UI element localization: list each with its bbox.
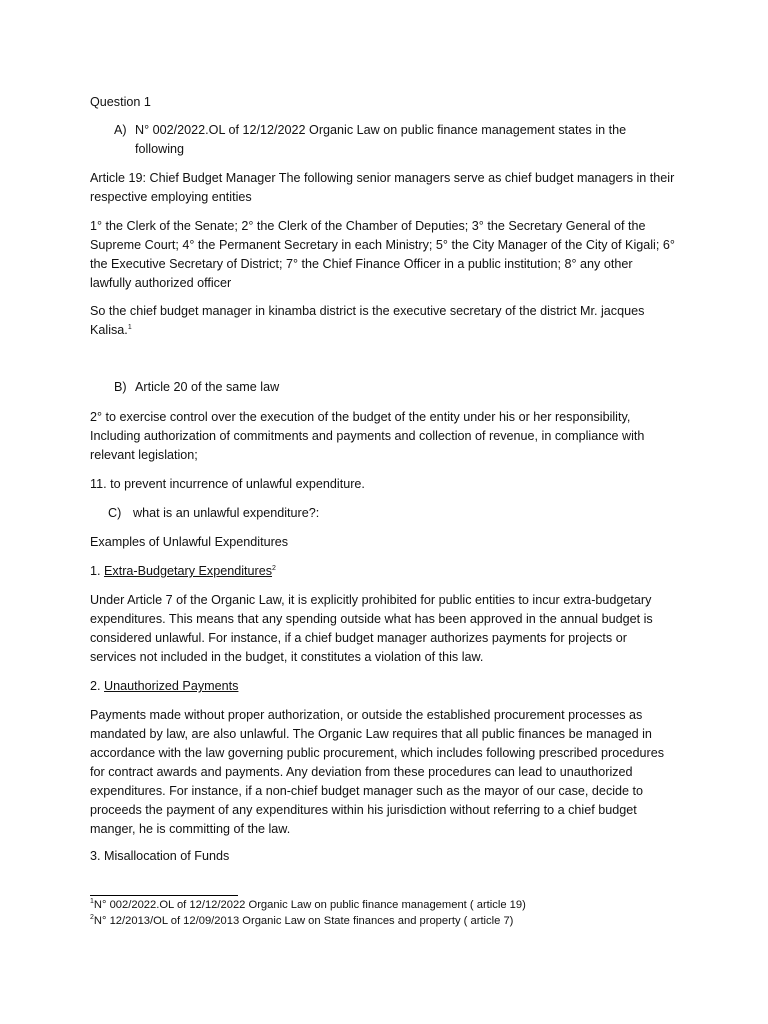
footnote-ref-2[interactable]: 2 — [272, 565, 276, 572]
item-a-marker: A) — [114, 123, 127, 137]
example-1-title: Extra-Budgetary Expenditures — [104, 564, 273, 578]
item-b-marker: B) — [114, 380, 127, 394]
example-1-heading: 1. Extra-Budgetary Expenditures$^2$ — [90, 564, 276, 578]
item-c-text: what is an unlawful expenditure?: — [133, 506, 320, 520]
footnote-ref-1[interactable]: 1 — [127, 324, 132, 331]
footnote-separator — [90, 895, 238, 896]
item-a-text: N° 002/2022.OL of 12/12/2022 Organic Law on public finance management states in the following — [135, 123, 627, 156]
item-b-text: Article 20 of the same law — [135, 380, 280, 394]
officers-list-paragraph: 1° the Clerk of the Senate; 2° the Clerk of the Chamber of Deputies; 3° the Secretary General of the Supreme Court; 4° the Permanent Secretary in each Ministry; 5° the City Manager of the City of Kigali; 6° the Executive Secretary of District; 7° the Chief Finance Officer in a public institution; 8° any other lawfully authorized officer — [90, 219, 675, 290]
item-c-marker: C) — [108, 506, 122, 520]
conclusion-paragraph: So the chief budget manager in kinamba district is the executive secretary of the district Mr. jacques Kalisa.$^1$ — [90, 304, 645, 337]
article-20-paragraph: 2° to exercise control over the execution of the budget of the entity under his or her responsibility, Including authorization of commitments and payments and collection of revenue, in compliance with relevant legislation; — [90, 410, 645, 462]
example-3-heading: 3. Misallocation of Funds — [90, 849, 230, 863]
examples-heading: Examples of Unlawful Expenditures — [90, 535, 289, 549]
example-2-heading: 2. Unauthorized Payments — [90, 679, 239, 693]
footnote-1: $^1$N° 002/2022.OL of 12/12/2022 Organic Law on public finance management ( article 19) — [90, 898, 526, 911]
article-19-paragraph: Article 19: Chief Budget Manager The following senior managers serve as chief budget managers in their respective employing entities — [90, 171, 675, 204]
example-1-paragraph: Under Article 7 of the Organic Law, it is explicitly prohibited for public entities to incur extra-budgetary expenditures. This means that any spending outside what has been approved in the annual budget is considered unlawful. For instance, if a chief budget manager authorizes payments for projects or services not included in the budget, it constitutes a violation of this law. — [90, 593, 653, 664]
example-2-title: Unauthorized Payments — [104, 679, 239, 693]
question-heading: Question 1 — [90, 95, 151, 109]
example-2-paragraph: Payments made without proper authorization, or outside the established procurement processes as mandated by law, are also unlawful. The Organic Law requires that all public finances be managed in accordance with the law governing public procurement, which includes following prescribed procedures for contract awards and payments. Any deviation from these procedures can lead to unauthorized expenditures. For instance, if a non-chief budget manager such as the mayor of our case, decide to proceeds the payment of any expenditures within his jurisdiction without referring to a chief budget manger, he is committing of the law. — [90, 708, 665, 836]
point-11: 11. to prevent incurrence of unlawful expenditure. — [90, 477, 365, 491]
footnote-2: $^2$N° 12/2013/OL of 12/09/2013 Organic Law on State finances and property ( article 7) — [90, 914, 514, 927]
